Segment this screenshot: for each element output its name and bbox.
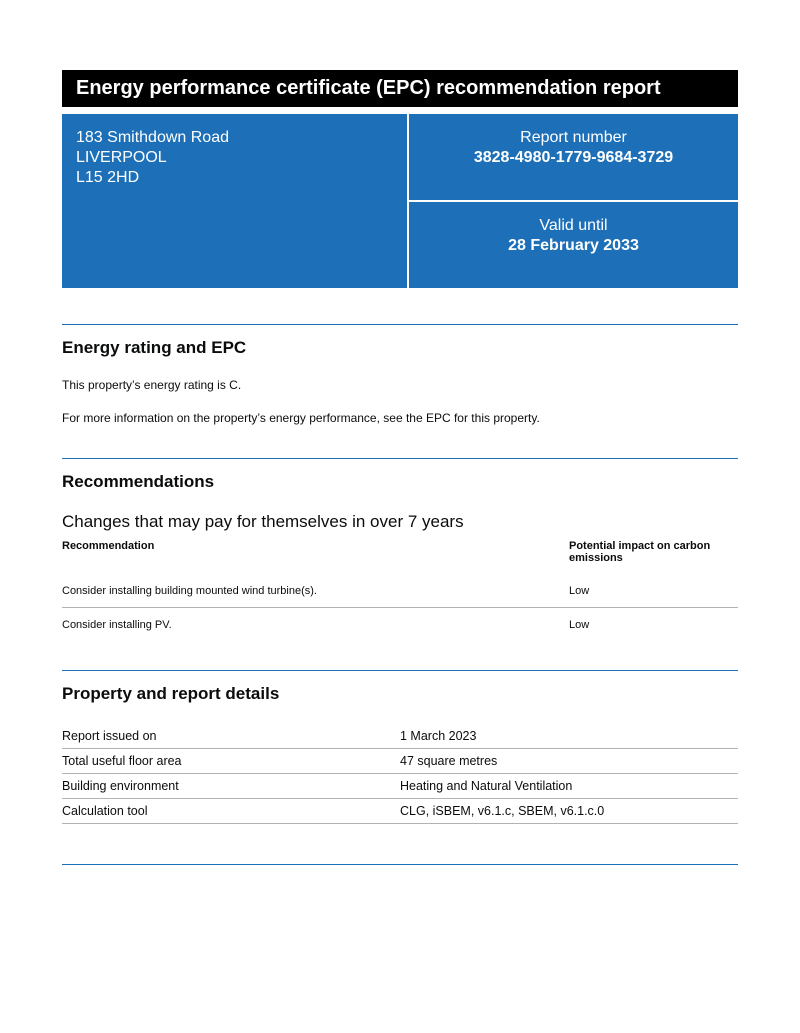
column-header-recommendation: Recommendation — [62, 540, 155, 552]
section-divider — [62, 864, 738, 865]
detail-label: Report issued on — [62, 724, 400, 749]
property-address — [62, 114, 407, 288]
column-header-impact: Potential impact on carbon emissions — [569, 540, 711, 564]
impact-cell: Low — [569, 574, 738, 608]
page-title: Energy performance certificate (EPC) recommendation report — [62, 70, 738, 107]
recommendation-cell: Consider installing building mounted wind turbine(s). — [62, 574, 569, 608]
details-table — [62, 724, 738, 824]
table-row — [62, 749, 738, 774]
detail-label: Building environment — [62, 774, 400, 799]
epc-info-text: For more information on the property’s energy performance, see the EPC for this property. — [62, 411, 540, 425]
report-number-value: 3828-4980-1779-9684-3729 — [473, 149, 674, 166]
table-row — [62, 774, 738, 799]
table-row — [62, 724, 738, 749]
table-header-row — [62, 540, 738, 574]
report-header — [62, 70, 738, 288]
energy-rating-heading: Energy rating and EPC — [62, 338, 247, 357]
valid-until-box — [409, 202, 738, 288]
detail-value: 47 square metres — [400, 749, 738, 774]
address-line-1: 183 Smithdown Road — [76, 129, 229, 146]
valid-until-value: 28 February 2033 — [508, 237, 639, 254]
address-line-2: LIVERPOOL — [76, 149, 167, 166]
recommendations-heading: Recommendations — [62, 472, 215, 491]
report-number-label: Report number — [520, 129, 627, 146]
energy-rating-text: This property’s energy rating is C. — [62, 378, 242, 392]
detail-label: Calculation tool — [62, 799, 400, 824]
address-line-3: L15 2HD — [76, 169, 140, 186]
table-row — [62, 799, 738, 824]
valid-until-label: Valid until — [539, 217, 608, 234]
report-number-box — [409, 114, 738, 200]
table-row — [62, 608, 738, 642]
detail-value: Heating and Natural Ventilation — [400, 774, 738, 799]
section-divider — [62, 324, 738, 325]
table-row — [62, 574, 738, 608]
impact-cell: Low — [569, 618, 590, 631]
detail-label: Total useful floor area — [62, 749, 400, 774]
section-divider — [62, 458, 738, 459]
details-heading: Property and report details — [62, 684, 280, 703]
section-divider — [62, 670, 738, 671]
recommendations-subheading: Changes that may pay for themselves in over 7 years — [62, 512, 464, 531]
detail-value: CLG, iSBEM, v6.1.c, SBEM, v6.1.c.0 — [400, 799, 738, 824]
info-block — [62, 114, 738, 288]
recommendation-cell: Consider installing PV. — [62, 618, 172, 631]
recommendations-table — [62, 540, 738, 641]
detail-value: 1 March 2023 — [400, 724, 738, 749]
